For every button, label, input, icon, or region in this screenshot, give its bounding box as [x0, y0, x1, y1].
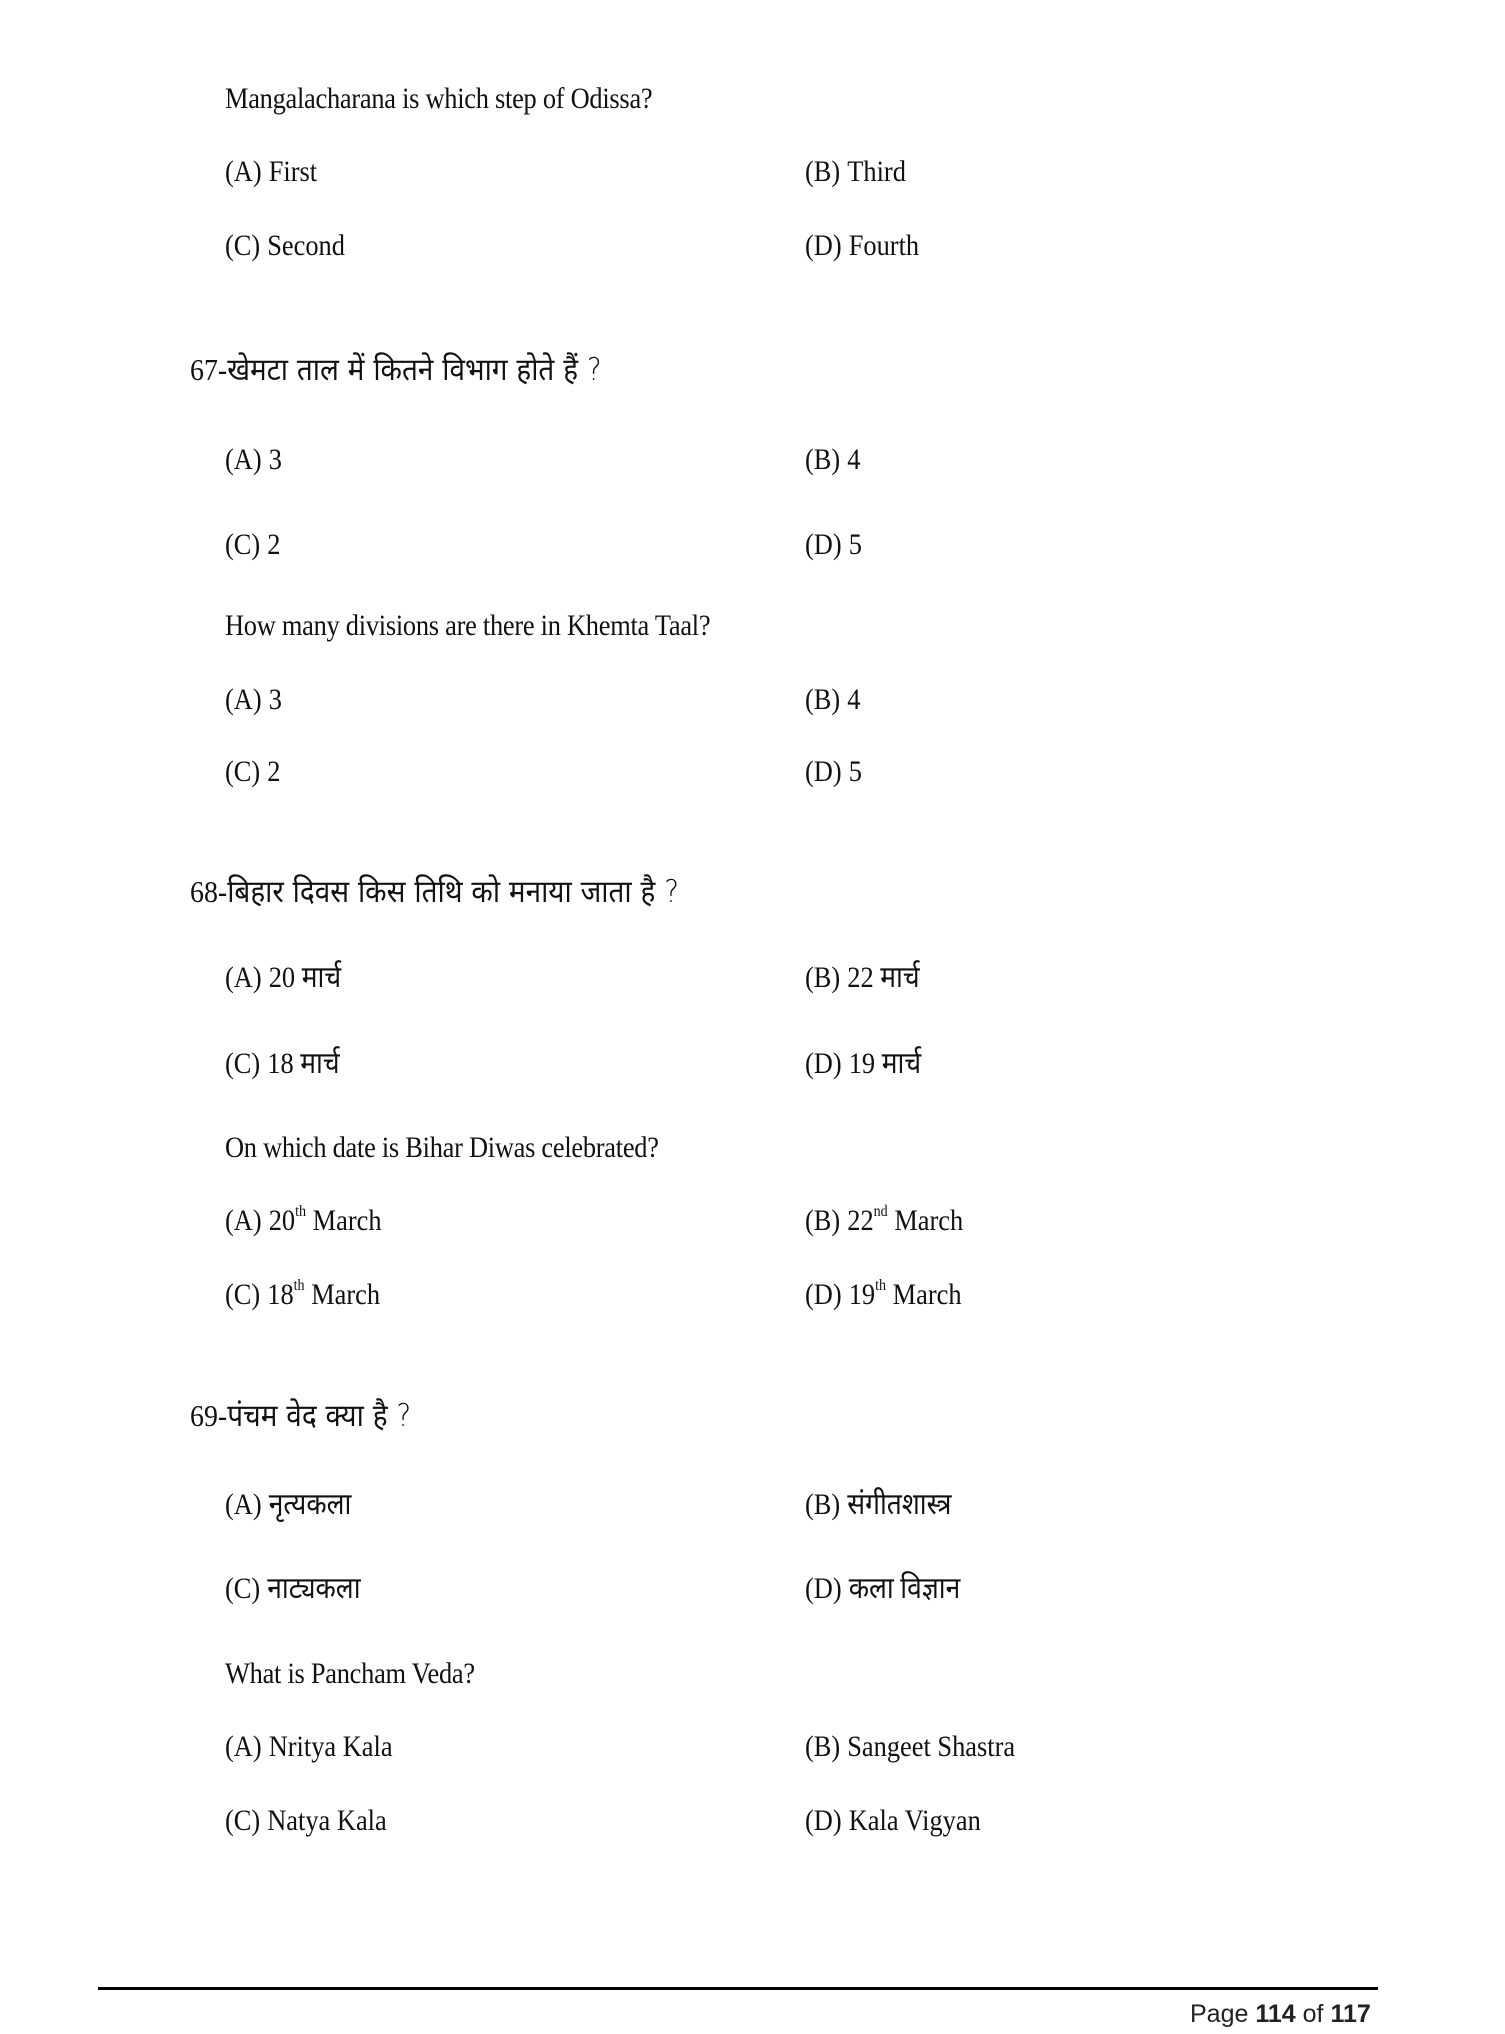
- q66-english-option-a: (A) First: [225, 155, 318, 188]
- q68-english-option-b: (B) 22nd March: [805, 1203, 964, 1237]
- q69-english-option-b: (B) Sangeet Shastra: [805, 1730, 1016, 1763]
- q67-english-option-d: (D) 5: [805, 755, 862, 788]
- q68-hindi-option-c: (C) 18 मार्च: [225, 1047, 340, 1080]
- q69-hindi-option-a: (A) नृत्यकला: [225, 1488, 352, 1521]
- q69-hindi-option-d: (D) कला विज्ञान: [805, 1572, 961, 1605]
- q68-english-option-a: (A) 20th March: [225, 1203, 382, 1237]
- q68-english-option-d: (D) 19th March: [805, 1277, 962, 1311]
- q69-hindi-question: 69-पंचम वेद क्या है ?: [190, 1398, 412, 1434]
- q66-english-option-b: (B) Third: [805, 155, 906, 188]
- q67-hindi-option-c: (C) 2: [225, 528, 281, 561]
- q67-english-question: How many divisions are there in Khemta Taal?: [225, 609, 711, 642]
- q68-english-question: On which date is Bihar Diwas celebrated?: [225, 1131, 659, 1164]
- q69-english-option-c: (C) Natya Kala: [225, 1804, 387, 1837]
- q67-hindi-question: 67-खेमटा ताल में कितने विभाग होते हैं ?: [190, 352, 602, 388]
- q67-hindi-option-a: (A) 3: [225, 443, 282, 476]
- q69-english-option-d: (D) Kala Vigyan: [805, 1804, 981, 1837]
- q67-english-option-c: (C) 2: [225, 755, 281, 788]
- q68-hindi-option-d: (D) 19 मार्च: [805, 1047, 922, 1080]
- q68-hindi-option-a: (A) 20 मार्च: [225, 961, 342, 994]
- q68-english-option-c: (C) 18th March: [225, 1277, 381, 1311]
- q66-english-option-c: (C) Second: [225, 229, 345, 262]
- q69-english-option-a: (A) Nritya Kala: [225, 1730, 393, 1763]
- q67-english-option-b: (B) 4: [805, 683, 861, 716]
- page-number: Page 114 of 117: [1190, 2000, 1371, 2028]
- footer-rule: [98, 1987, 1378, 1990]
- q67-hindi-option-b: (B) 4: [805, 443, 861, 476]
- q67-english-option-a: (A) 3: [225, 683, 282, 716]
- q69-hindi-option-c: (C) नाट्यकला: [225, 1572, 361, 1605]
- q66-english-option-d: (D) Fourth: [805, 229, 920, 262]
- q68-hindi-question: 68-बिहार दिवस किस तिथि को मनाया जाता है ?: [190, 874, 680, 910]
- q68-hindi-option-b: (B) 22 मार्च: [805, 961, 920, 994]
- q66-english-question: Mangalacharana is which step of Odissa?: [225, 82, 653, 115]
- q69-english-question: What is Pancham Veda?: [225, 1657, 475, 1690]
- q69-hindi-option-b: (B) संगीतशास्त्र: [805, 1488, 952, 1521]
- q67-hindi-option-d: (D) 5: [805, 528, 862, 561]
